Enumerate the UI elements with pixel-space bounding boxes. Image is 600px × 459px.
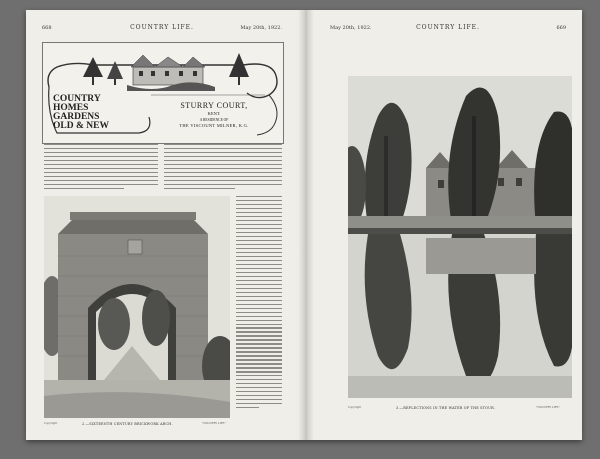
stour-reflection-photo [348,76,572,398]
series-title-line: HOMES [53,103,89,113]
right-running-title: COUNTRY LIFE. [416,24,480,31]
article-owner: THE VISCOUNT MILNER, K.G. [179,123,249,128]
spread-gutter [298,10,314,440]
right-page-header [324,24,572,34]
series-title-line: OLD & NEW [53,121,109,131]
article-title: STURRY COURT, [180,101,248,110]
right-page [314,10,582,440]
left-running-title: COUNTRY LIFE. [130,24,194,31]
left-page-header [36,24,288,34]
article-county: KENT. [207,111,221,116]
brick-arch-photo [44,196,230,418]
left-photo-caption: 2.—SIXTEENTH CENTURY BRICKWORK ARCH. [82,422,173,426]
right-photo-caption: 3.—REFLECTIONS IN THE WATER OF THE STOUR. [396,406,496,410]
right-copyright: Copyright [348,406,362,409]
left-text-column-1 [44,144,158,192]
left-text-column-3 [236,196,282,411]
article-subtitle: A RESIDENCE OF [199,118,229,122]
left-page-number: 668 [42,25,52,31]
left-text-column-2 [164,144,282,192]
series-title [53,95,133,131]
series-title-line: GARDENS [53,112,100,122]
arch-photo-image [44,196,230,418]
magazine-spread [26,10,582,440]
right-page-date: May 20th, 1922. [330,25,372,31]
article-title-block [155,101,273,128]
right-photo-credit: "COUNTRY LIFE." [536,406,561,409]
left-page [26,10,298,440]
series-title-line: COUNTRY [53,94,101,104]
left-page-date: May 20th, 1922. [240,25,282,31]
left-photo-credit: "COUNTRY LIFE." [202,422,227,425]
reflection-photo-image [348,76,572,398]
right-page-number: 669 [556,25,566,31]
left-copyright: Copyright [44,422,58,425]
article-banner [42,42,284,144]
